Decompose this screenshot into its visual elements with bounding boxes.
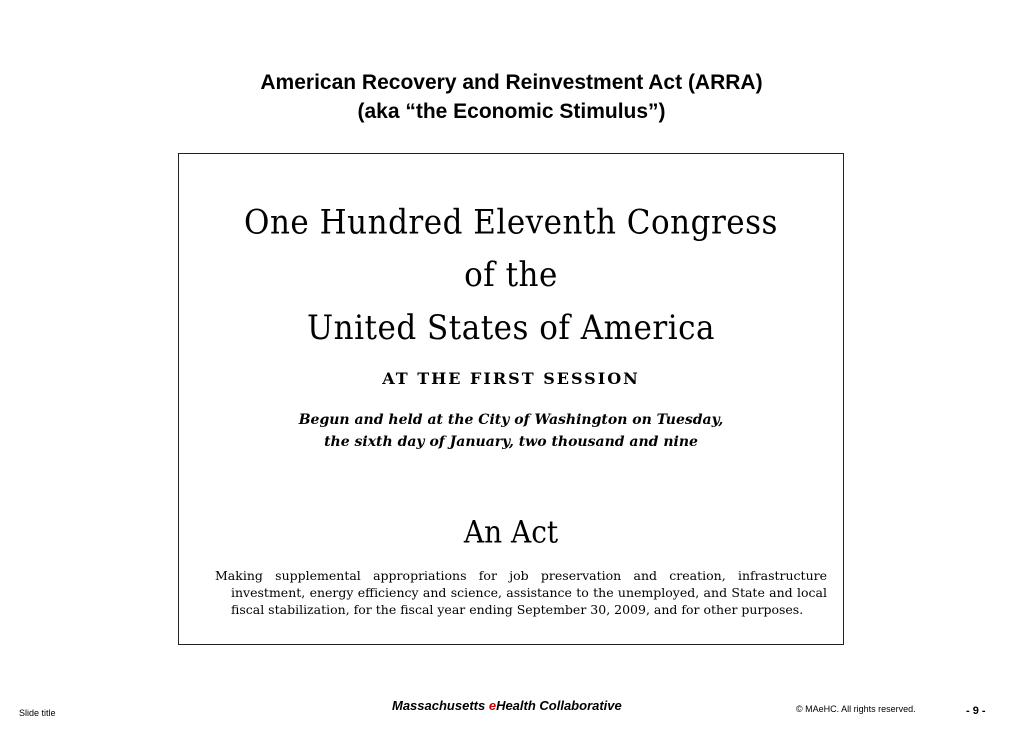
congress-heading-line-3: United States of America bbox=[307, 308, 715, 348]
page-number: - 9 - bbox=[966, 705, 986, 717]
congress-heading-line-2: of the bbox=[464, 255, 558, 295]
footer-slide-label: Slide title bbox=[19, 708, 56, 718]
slide-title bbox=[0, 68, 1023, 126]
begun-statement bbox=[179, 409, 843, 453]
act-document-image bbox=[178, 153, 844, 645]
footer-organization bbox=[392, 698, 622, 713]
slide-title-line-1: American Recovery and Reinvestment Act (ARRA) bbox=[260, 71, 763, 94]
footer-organization-suffix: Health Collaborative bbox=[496, 698, 622, 713]
slide-title-line-2: (aka “the Economic Stimulus”) bbox=[357, 100, 666, 123]
footer-organization-prefix: Massachusetts bbox=[392, 698, 489, 713]
footer-copyright: © MAeHC. All rights reserved. bbox=[796, 704, 916, 714]
act-heading: An Act bbox=[463, 514, 559, 551]
begun-statement-line-1: Begun and held at the City of Washington on Tuesday, bbox=[298, 412, 724, 428]
footer-organization-accent: e bbox=[488, 698, 497, 713]
session-heading: AT THE FIRST SESSION bbox=[382, 369, 640, 388]
congress-heading bbox=[179, 196, 843, 354]
begun-statement-line-2: the sixth day of January, two thousand and nine bbox=[324, 434, 698, 450]
act-purpose-text: Making supplemental appropriations for job preservation and creation, infrastructure investment, energy efficiency and science, assistance to the unemployed, and State and local fiscal stabilization, for the fiscal year ending September 30, 2009, and for other purposes. bbox=[215, 568, 827, 617]
congress-heading-line-1: One Hundred Eleventh Congress bbox=[244, 202, 778, 243]
